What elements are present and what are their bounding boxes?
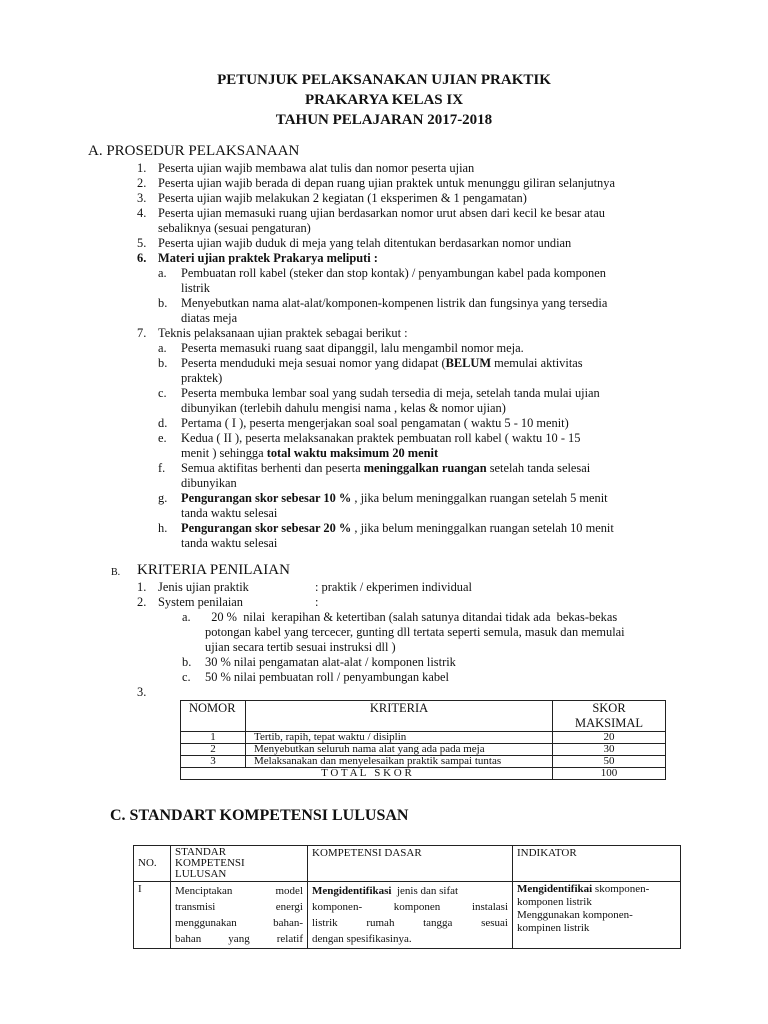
bold-text: Pengurangan skor sebesar 10 % xyxy=(181,491,352,505)
text: dengan spesifikasinya. xyxy=(312,933,412,945)
sub-letter: d. xyxy=(158,416,168,430)
sub-letter: b. xyxy=(158,296,168,310)
sub-item-cont: tanda waktu selesai xyxy=(181,536,278,550)
title-line-3: TAHUN PELAJARAN 2017-2018 xyxy=(275,112,493,128)
bold-text: Pengurangan skor sebesar 20 % xyxy=(181,521,352,535)
header-skl xyxy=(171,846,308,882)
bold-text: total waktu maksimum 20 menit xyxy=(266,446,439,460)
list-number: 2. xyxy=(137,176,147,190)
list-number: 6. xyxy=(137,251,147,265)
list-number: 4. xyxy=(137,206,147,220)
list-item: Peserta ujian wajib duduk di meja yang telah ditentukan berdasarkan nomor undian xyxy=(158,236,572,250)
list-number: 5. xyxy=(137,236,147,250)
text: bahan yang relatif xyxy=(175,933,303,945)
field-label: System penilaian xyxy=(158,595,243,609)
sub-item xyxy=(181,356,583,371)
text: komponen listrik xyxy=(517,896,592,908)
sub-item: Pertama ( I ), peserta mengerjakan soal soal pengamatan ( waktu 5 - 10 menit) xyxy=(181,416,569,430)
table-row xyxy=(181,756,666,768)
list-number: 2. xyxy=(137,595,147,609)
sub-item: Kedua ( II ), peserta melaksanakan praktek pembuatan roll kabel ( waktu 10 - 15 xyxy=(181,431,581,445)
section-b-heading: KRITERIA PENILAIAN xyxy=(137,562,290,578)
sub-item: 30 % nilai pengamatan alat-alat / komponen listrik xyxy=(205,655,456,669)
sub-letter: c. xyxy=(182,670,191,684)
header-no: NO. xyxy=(134,846,171,882)
list-number: 1. xyxy=(137,580,147,594)
sub-letter: e. xyxy=(158,431,167,445)
field-value: : xyxy=(315,595,319,609)
sub-item: Menyebutkan nama alat-alat/komponen-kompenen listrik dan fungsinya yang tersedia xyxy=(181,296,608,310)
sub-item-cont: ujian secara tertib sesuai instruksi dll ) xyxy=(205,640,396,654)
sub-letter: h. xyxy=(158,521,168,535)
cell-kriteria: Menyebutkan seluruh nama alat yang ada pada meja xyxy=(246,744,553,756)
list-item: Peserta ujian wajib berada di depan ruang ujian praktek untuk menunggu giliran selanjutnya xyxy=(158,176,615,190)
section-a-heading: A. PROSEDUR PELAKSANAAN xyxy=(88,143,300,159)
text: komponen- komponen instalasi xyxy=(312,901,508,913)
bold-text: Mengidentifikai xyxy=(517,883,593,895)
sub-item-cont: praktek) xyxy=(181,371,223,385)
list-number: 1. xyxy=(137,161,147,175)
text: menit ) sehingga xyxy=(181,446,267,460)
sub-item xyxy=(181,521,614,536)
total-value: 100 xyxy=(553,768,666,780)
text: , jika belum meninggalkan ruangan setelah 5 menit xyxy=(351,491,608,505)
sub-item xyxy=(181,491,608,506)
table-row xyxy=(181,732,666,744)
bold-text: meninggalkan ruangan xyxy=(363,461,487,475)
list-item: Materi ujian praktek Prakarya meliputi : xyxy=(158,251,378,265)
cell-skl xyxy=(171,882,308,949)
table-row xyxy=(181,744,666,756)
sub-item-cont xyxy=(181,446,438,461)
sub-item: Peserta memasuki ruang saat dipanggil, lalu mengambil nomor meja. xyxy=(181,341,524,355)
list-number: 3. xyxy=(137,685,147,699)
cell-kd xyxy=(308,882,513,949)
title-line-1: PETUNJUK PELAKSANAKAN UJIAN PRAKTIK xyxy=(217,72,551,88)
header-nomor: NOMOR xyxy=(181,701,246,732)
text: listrik rumah tangga sesuai xyxy=(312,917,508,929)
sub-item: 50 % nilai pembuatan roll / penyambungan kabel xyxy=(205,670,449,684)
sub-item: Peserta membuka lembar soal yang sudah tersedia di meja, setelah tanda mulai ujian xyxy=(181,386,600,400)
list-item: Peserta ujian wajib melakukan 2 kegiatan (1 eksperimen & 1 pengamatan) xyxy=(158,191,527,205)
title-line-2: PRAKARYA KELAS IX xyxy=(304,92,464,108)
criteria-table xyxy=(180,700,666,780)
sub-item-cont: tanda waktu selesai xyxy=(181,506,278,520)
cell-no: 1 xyxy=(181,732,246,744)
competency-table xyxy=(133,845,681,949)
total-row xyxy=(181,768,666,780)
bold-text: BELUM xyxy=(445,356,492,370)
sub-letter: b. xyxy=(158,356,168,370)
field-value: : praktik / ekperimen individual xyxy=(315,580,472,594)
cell-skor: 20 xyxy=(553,732,666,744)
sub-letter: b. xyxy=(182,655,192,669)
sub-letter: f. xyxy=(158,461,166,475)
cell-skor: 50 xyxy=(553,756,666,768)
sub-letter: a. xyxy=(158,341,167,355)
cell-no: I xyxy=(134,882,171,949)
list-item-cont: sebaliknya (sesuai pengaturan) xyxy=(158,221,311,235)
cell-no: 2 xyxy=(181,744,246,756)
section-c-heading: C. STANDART KOMPETENSI LULUSAN xyxy=(110,807,409,824)
table-row xyxy=(134,882,681,949)
header-skor-line2: MAKSIMAL xyxy=(574,716,644,730)
sub-item-cont: dibunyikan xyxy=(181,476,237,490)
total-label: T O T A L S K O R xyxy=(181,768,553,780)
bold-text: Mengidentifikasi xyxy=(312,885,392,897)
sub-item xyxy=(181,461,590,476)
field-label: Jenis ujian praktik xyxy=(158,580,249,594)
sub-letter: c. xyxy=(158,386,167,400)
text: STANDAR xyxy=(175,846,227,858)
sub-item-cont: potongan kabel yang tercecer, gunting dll tertata seperti semula, masuk dan memulai xyxy=(205,625,625,639)
text: Menciptakan model xyxy=(175,885,303,897)
header-indikator: INDIKATOR xyxy=(513,846,681,882)
cell-indikator xyxy=(513,882,681,949)
sub-item-cont: dibunyikan (terlebih dahulu mengisi nama , kelas & nomor ujian) xyxy=(181,401,506,415)
text: setelah tanda selesai xyxy=(486,461,591,475)
sub-letter: a. xyxy=(158,266,167,280)
section-b-letter: B. xyxy=(111,567,121,578)
text: Peserta menduduki meja sesuai nomor yang didapat ( xyxy=(181,356,446,370)
text: skomponen- xyxy=(594,883,650,895)
text: LULUSAN xyxy=(175,868,227,880)
list-number: 3. xyxy=(137,191,147,205)
header-kriteria: KRITERIA xyxy=(246,701,553,732)
header-skor xyxy=(553,701,666,732)
sub-letter: g. xyxy=(158,491,168,505)
text: Menggunakan komponen- xyxy=(517,909,633,921)
text: memulai aktivitas xyxy=(491,356,583,370)
list-item: Peserta ujian memasuki ruang ujian berdasarkan nomor urut absen dari kecil ke besar atau xyxy=(158,206,605,220)
header-kd: KOMPETENSI DASAR xyxy=(308,846,513,882)
sub-letter: a. xyxy=(182,610,191,624)
sub-item-cont: listrik xyxy=(181,281,210,295)
list-number: 7. xyxy=(137,326,147,340)
sub-item: Pembuatan roll kabel (steker dan stop kontak) / penyambungan kabel pada komponen xyxy=(181,266,606,280)
cell-skor: 30 xyxy=(553,744,666,756)
text: Semua aktifitas berhenti dan peserta xyxy=(181,461,364,475)
list-item: Teknis pelaksanaan ujian praktek sebagai berikut : xyxy=(158,326,408,340)
text: kompinen listrik xyxy=(517,922,590,934)
cell-no: 3 xyxy=(181,756,246,768)
text: , jika belum meninggalkan ruangan setelah 10 menit xyxy=(351,521,614,535)
text: transmisi energi xyxy=(175,901,303,913)
sub-item-cont: diatas meja xyxy=(181,311,238,325)
cell-kriteria: Melaksanakan dan menyelesaikan praktik sampai tuntas xyxy=(246,756,553,768)
table-header-row xyxy=(134,846,681,882)
cell-kriteria: Tertib, rapih, tepat waktu / disiplin xyxy=(246,732,553,744)
text: jenis dan sifat xyxy=(391,885,459,897)
text: KOMPETENSI xyxy=(175,857,245,869)
text: menggunakan bahan- xyxy=(175,917,303,929)
list-item: Peserta ujian wajib membawa alat tulis dan nomor peserta ujian xyxy=(158,161,475,175)
header-skor-line1: SKOR xyxy=(592,701,626,715)
sub-item: 20 % nilai kerapihan & ketertiban (salah satunya ditandai tidak ada bekas-bekas xyxy=(205,610,618,624)
table-header-row xyxy=(181,701,666,732)
